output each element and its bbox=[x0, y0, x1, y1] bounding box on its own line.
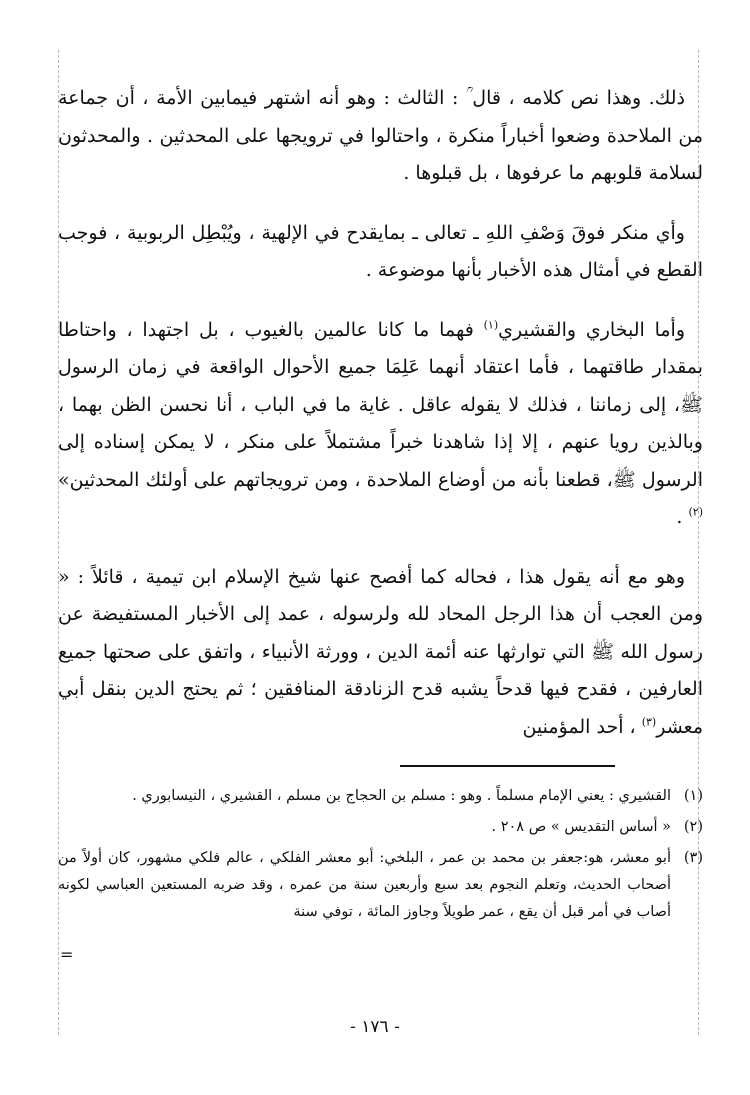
paragraph-text: ذلك. وهذا نص كلامه ، قال ؒ : الثالث : وهو أنه اشتهر فيمابين الأمة ، أن جماعة من الملاحدة وضعوا أخباراً منكرة ، واحتالوا في ترويجها على المحدثين . والمحدثون لسلامة قلوبهم ما عرفوها ، بل قبلوها . bbox=[58, 87, 703, 184]
footnote-item bbox=[58, 783, 703, 810]
paragraph-2 bbox=[58, 215, 703, 290]
footnote-item bbox=[58, 845, 703, 926]
footnote-ref[interactable]: (٢) bbox=[688, 505, 703, 519]
footnote-text: « أساس التقديس » ص ٢٠٨ . bbox=[491, 819, 671, 835]
footnote-item bbox=[58, 814, 703, 841]
page-number: - ١٧٦ - bbox=[350, 1017, 400, 1037]
footnote-number: (٣) bbox=[683, 850, 703, 866]
footnote-text: أبو معشر، هو:جعفر بن محمد بن عمر ، البلخي: أبو معشر الفلكي ، عالم فلكي مشهور، كان أولاً من أصحاب الحديث، وتعلم النجوم بعد سبع وأربعين سنة من عمره ، وقد ضربه المستعين العباسي لكونه أصاب في أمر قبل أن يقع ، عمر طويلاً وجاوز المائة ، توفي سنة bbox=[58, 850, 671, 920]
footnote-number: (٢) bbox=[683, 819, 703, 835]
paragraph-text: ، أحد المؤمنين bbox=[522, 715, 642, 738]
footnote-number: (١) bbox=[683, 788, 703, 804]
paragraph-text: وهو مع أنه يقول هذا ، فحاله كما أفصح عنها شيخ الإسلام ابن تيمية ، قائلاً : « ومن العجب أن هذا الرجل المحاد لله ولرسوله ، عمد إلى الأخبار المستفيضة عن رسول الله ﷺ التي توارثها عنه أئمة الدين ، وورثة الأنبياء ، واتفق على صحتها جميع العارفين ، فقدح فيها قدحاً يشبه قدح الزنادقة المنافقين ؛ ثم يحتج الدين بنقل أبي معشر bbox=[58, 565, 703, 738]
paragraph-text: فهما ما كانا عالمين بالغيوب ، بل اجتهدا ، واحتاطا بمقدار طاقتهما ، فأما اعتقاد أنهما عَلِمَا جميع الأحوال الواقعة في زمان الرسول ﷺ، إلى زماننا ، فذلك لا يقوله عاقل . غاية ما في الباب ، أنا نحسن الظن بهما ، وبالذين رويا عنهم ، إلا إذا شاهدنا خبراً مشتملاً على منكر ، لا يمكن إسناده إلى الرسول ﷺ، قطعنا بأنه من أوضاع الملاحدة ، ومن ترويجاتهم على أولئك المحدثين» bbox=[58, 318, 703, 491]
paragraph-text: وأي منكر فوقَ وَصْفِ اللهِ ـ تعالى ـ بمايقدح في الإلهية ، ويُبْطِل الربوبية ، فوجب القطع في أمثال هذه الأخبار بأنها موضوعة . bbox=[58, 221, 703, 281]
paragraph-text: . bbox=[676, 506, 689, 528]
footnote-ref[interactable]: (٣) bbox=[641, 715, 657, 729]
paragraph-4 bbox=[58, 559, 703, 747]
footnote-ref[interactable]: (١) bbox=[483, 318, 499, 332]
page-body bbox=[58, 80, 703, 768]
paragraph-1 bbox=[58, 80, 703, 193]
footnote-text: القشيري : يعني الإمام مسلماً . وهو : مسلم بن الحجاج بن مسلم ، القشيري ، النيسابوري . bbox=[132, 788, 671, 804]
footnote-separator bbox=[400, 765, 615, 767]
footnotes bbox=[58, 783, 703, 930]
paragraph-text: وأما البخاري والقشيري bbox=[498, 318, 685, 341]
paragraph-3 bbox=[58, 312, 703, 537]
continuation-mark: = bbox=[60, 945, 74, 964]
